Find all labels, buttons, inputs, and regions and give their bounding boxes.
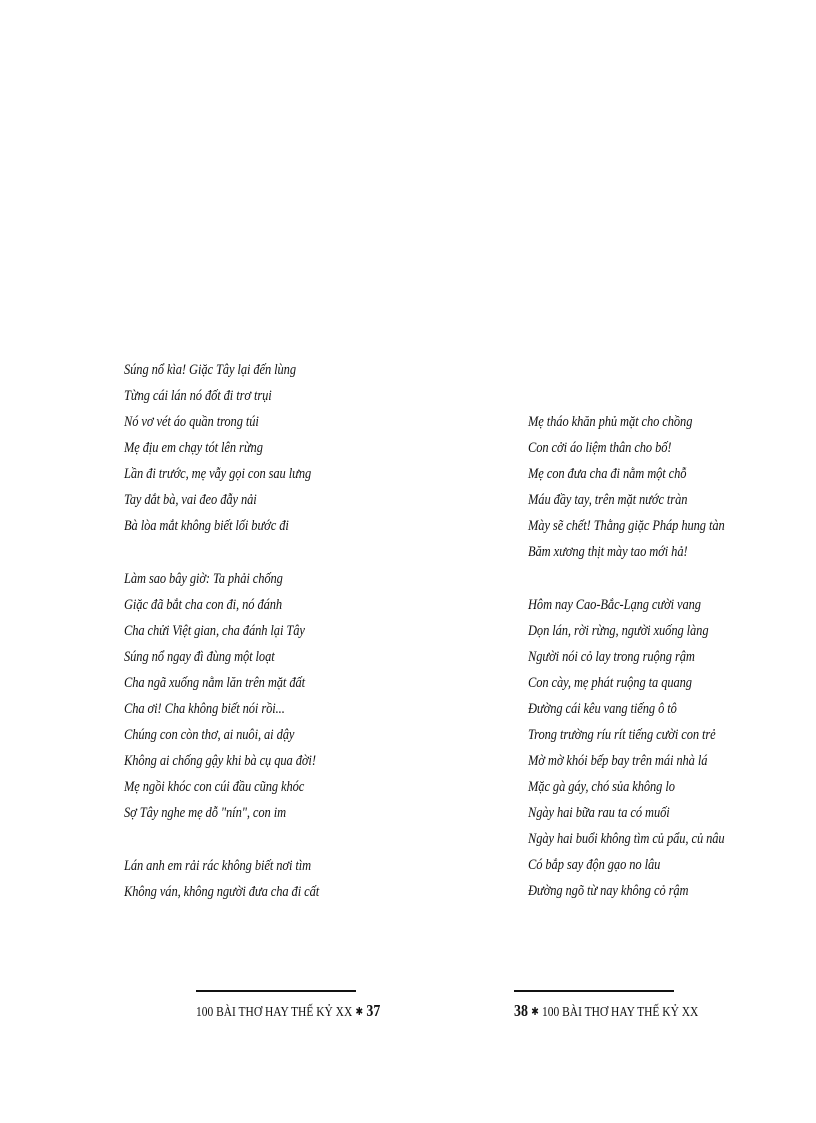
poem-line: Đường cái kêu vang tiếng ô tô [528,701,677,717]
poem-line: Con cởi áo liệm thân cho bố! [528,440,672,456]
poem-line: Bà lòa mắt không biết lối bước đi [124,518,289,534]
poem-line: Tay dắt bà, vai đeo đẫy nải [124,492,257,508]
poem-line: Mặc gà gáy, chó sủa không lo [528,779,675,795]
poem-line: Mẹ con đưa cha đi nằm một chỗ [528,466,687,482]
poem-line: Ngày hai buổi không tìm củ pẩu, củ nâu [528,831,725,847]
book-title: 100 BÀI THƠ HAY THẾ KỶ XX [196,1005,353,1020]
poem-line: Mày sẽ chết! Thằng giặc Pháp hung tàn [528,518,725,534]
footer-text [514,1000,698,1024]
poem-line: Lần đi trước, mẹ vẫy gọi con sau lưng [124,466,312,482]
footer-text [196,1000,380,1024]
poem-line: Mờ mờ khói bếp bay trên mái nhà lá [528,753,708,769]
poem-line: Mẹ ngồi khóc con cúi đầu cũng khóc [124,779,305,795]
left-page-footer [196,990,381,1030]
poem-line: Ngày hai bữa rau ta có muối [528,805,670,821]
poem-line: Hôm nay Cao-Bắc-Lạng cười vang [528,597,701,613]
poem-line: Súng nổ kìa! Giặc Tây lại đến lùng [124,362,296,378]
poem-line: Đường ngõ từ nay không cỏ rậm [528,883,689,899]
poem-stanza-1 [124,357,424,539]
poem-line: Sợ Tây nghe mẹ dỗ "nín", con im [124,805,287,821]
poem-line: Có bắp say độn gạo no lâu [528,857,661,873]
poem-line: Súng nổ ngay đì đùng một loạt [124,649,275,665]
book-title: 100 BÀI THƠ HAY THẾ KỶ XX [542,1005,699,1020]
poem-line: Không ai chống gậy khi bà cụ qua đời! [124,753,316,769]
poem-line: Máu đầy tay, trên mặt nước tràn [528,492,688,508]
poem-line: Dọn lán, rời rừng, người xuống làng [528,623,709,639]
page-number: 38 [514,1001,528,1020]
poem-line: Lán anh em rải rác không biết nơi tìm [124,858,312,874]
poem-line: Giặc đã bắt cha con đi, nó đánh [124,597,283,613]
poem-line: Trong trường ríu rít tiếng cười con trẻ [528,727,716,743]
footer-rule [514,990,674,992]
poem-line: Cha ngã xuống nằm lăn trên mặt đất [124,675,306,691]
poem-stanza-4 [528,409,816,565]
poem-stanza-5 [528,592,816,904]
poem-line: Mẹ tháo khăn phủ mặt cho chồng [528,414,693,430]
poem-line: Làm sao bây giờ: Ta phải chống [124,571,283,587]
poem-line: Người nói cỏ lay trong ruộng rậm [528,649,695,665]
right-page-footer [514,990,699,1030]
poem-stanza-2 [124,566,424,826]
poem-line: Từng cái lán nó đốt đi trơ trụi [124,388,272,404]
asterisk-icon: ✱ [355,1006,364,1018]
poem-line: Mẹ địu em chạy tót lên rừng [124,440,263,456]
footer-rule [196,990,356,992]
poem-line: Cha ơi! Cha không biết nói rồi... [124,701,285,717]
asterisk-icon: ✱ [531,1006,539,1018]
poem-line: Chúng con còn thơ, ai nuôi, ai dậy [124,727,295,743]
poem-line: Cha chửi Việt gian, cha đánh lại Tây [124,623,305,639]
poem-stanza-3 [124,853,424,905]
poem-line: Băm xương thịt mày tao mới hả! [528,544,688,560]
poem-line: Không ván, không người đưa cha đi cất [124,884,320,900]
poem-line: Con cày, mẹ phát ruộng ta quang [528,675,692,691]
poem-line: Nó vơ vét áo quần trong túi [124,414,259,430]
page-number: 37 [366,1001,381,1020]
